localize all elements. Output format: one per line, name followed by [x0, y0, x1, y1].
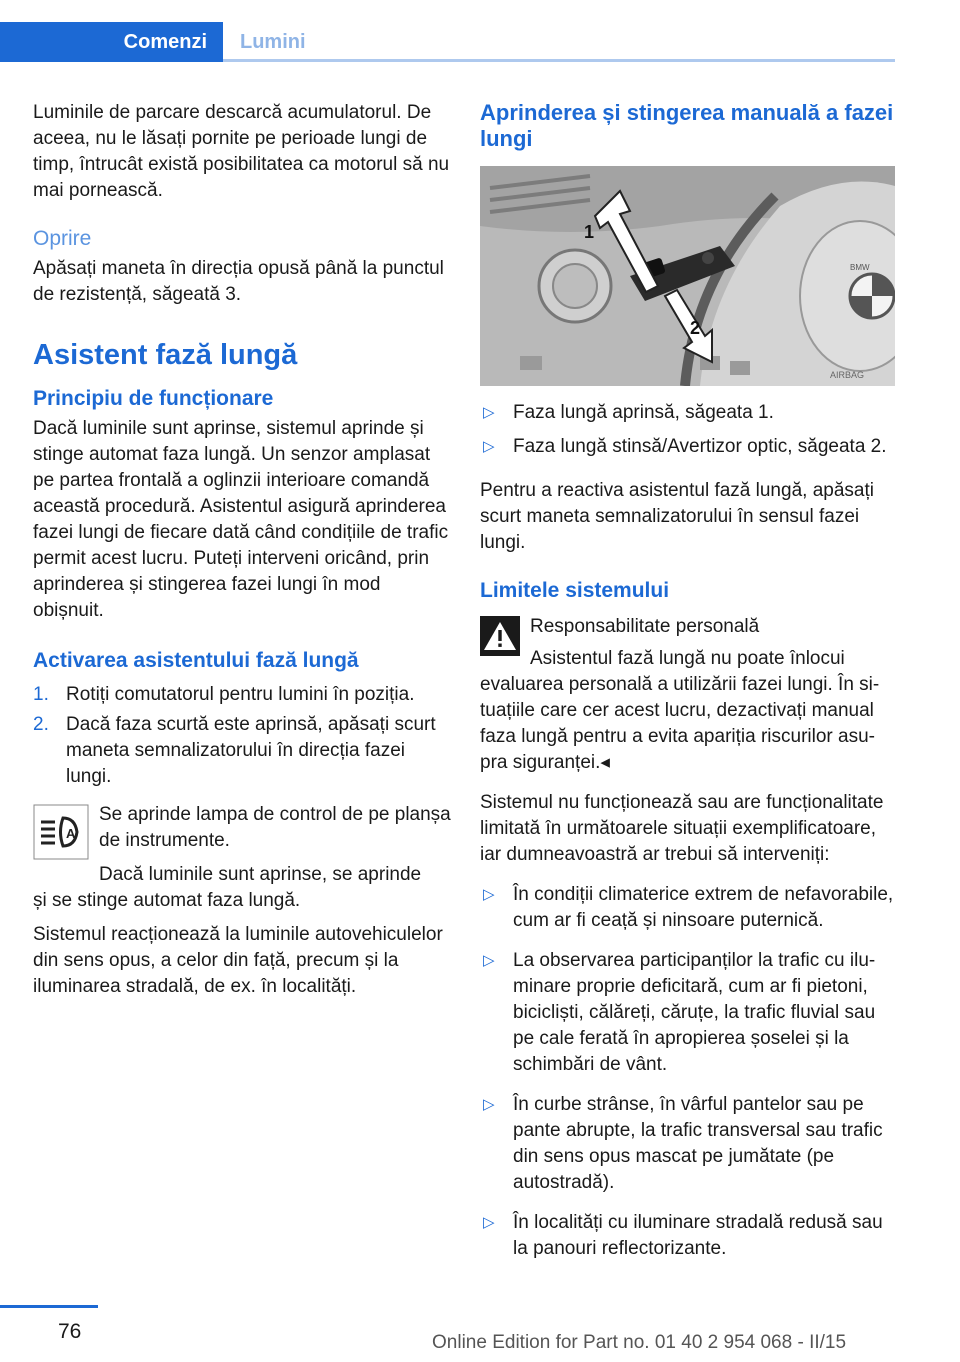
tab-lumini[interactable]: Lumini — [240, 31, 306, 53]
limit-item-text: În condiții climaterice extrem de nefavorabile, cum ar fi ceață și ninsoare puternică. — [513, 884, 894, 931]
reactivate-paragraph: Pentru a reactiva asistentul fază lungă, apăsați scurt maneta semnalizatorului în sensul fazei lungi. — [480, 480, 874, 553]
step-text: Dacă faza scurtă este aprinsă, apăsați scurt maneta semnalizatorului în direcția fazei lungi. — [66, 714, 436, 787]
step-number: 1. — [33, 684, 49, 705]
list-item — [480, 434, 895, 460]
lamp-note — [33, 802, 451, 888]
step-number: 2. — [33, 714, 49, 735]
manual-list — [480, 400, 895, 460]
manual-item-text: Faza lungă stinsă/Avertizor optic, săgeata 2. — [513, 436, 887, 457]
warning-text: evaluarea personală a utilizării fazei lungi. În situațiile care cer acest lucru, dezactivați manual faza lungă pentru a evita apariția riscurilor asupra siguranței.◂ — [480, 674, 880, 773]
bmw-label: BMW — [850, 263, 870, 272]
limit-item-text: În curbe strânse, în vârful pantelor sau pe pante abrupte, la trafic transversal sau trafic din sens opus mascat pe jumătate (pe autostradă). — [513, 1094, 883, 1193]
tab-comenzi[interactable] — [0, 22, 223, 62]
warning-note — [480, 614, 895, 672]
list-item — [33, 682, 451, 708]
steering-lever-photo — [480, 166, 895, 386]
limits-paragraph: Sistemul nu funcționează sau are funcționalitate limitată în următoarele situații exemplificatoare, iar dumneavoastră ar trebui să interveniți: — [480, 792, 884, 865]
page-title: Asistent fază lungă — [33, 339, 298, 371]
footer-rule — [0, 1305, 98, 1308]
triangle-right-icon: ▷ — [483, 404, 495, 421]
left-column — [33, 100, 451, 1000]
limit-item-text: La observarea participanților la trafic cu iluminare proprie deficitară, cum ar fi pietoni, bicicliști, călăreți, căruțe, la trafic fluvial sau pe cale ferată în apropierea șoselei și la schimbări de vânt. — [513, 950, 876, 1075]
list-item — [480, 948, 895, 1078]
svg-text:A: A — [66, 826, 76, 841]
manual-item-text: Faza lungă aprinsă, săgeata 1. — [513, 402, 774, 423]
limit-item-text: În localități cu iluminare stradală redusă sau la panouri reflectorizante. — [513, 1212, 883, 1259]
list-item — [33, 712, 451, 790]
lamp-line-2a: Dacă luminile sunt aprinse, se aprinde — [99, 864, 422, 885]
limits-list — [480, 882, 895, 1262]
triangle-right-icon: ▷ — [483, 886, 495, 903]
list-item — [480, 400, 895, 426]
warning-first-line: Asistentul fază lungă nu poate înlocui — [530, 648, 845, 669]
oprire-paragraph: Apăsați maneta în direcția opusă până la punctul de rezistență, săgeată 3. — [33, 258, 444, 305]
principiu-paragraph: Dacă luminile sunt aprinse, sistemul aprinde și stinge automat faza lungă. Un senzor amplasat pe partea frontală a oglinzii interioare comandă această procedură. Asistentul asigură aprinderea fazei lungi de fiecare dată când condițiile de trafic permit acest lucru. Puteți interveni oricând, prin aprinderea și stingerea fazei lungi în mod obișnuit. — [33, 418, 449, 621]
step-text: Rotiți comutatorul pentru lumini în poziția. — [66, 684, 415, 705]
triangle-right-icon: ▷ — [483, 1096, 495, 1113]
triangle-right-icon: ▷ — [483, 952, 495, 969]
list-item — [480, 1092, 895, 1196]
list-item — [480, 882, 895, 934]
edition-note: Online Edition for Part no. 01 40 2 954 068 - II/15 — [432, 1332, 847, 1353]
triangle-right-icon: ▷ — [483, 1214, 495, 1231]
right-column — [480, 100, 895, 1262]
high-beam-assistant-icon — [33, 804, 89, 860]
warning-title: Responsabilitate personală — [530, 616, 760, 637]
oprire-heading: Oprire — [33, 227, 92, 250]
arrow-1-label: 1 — [584, 222, 595, 242]
lamp-line-2b: și se stinge automat faza lungă. — [33, 890, 301, 911]
warning-icon — [480, 616, 520, 656]
manual-heading: Aprinderea și stingerea manuală a fazei lungi — [480, 100, 894, 151]
triangle-right-icon: ▷ — [483, 438, 495, 455]
lamp-line: Se aprinde lampa de control de pe planșa de instrumente. — [99, 804, 451, 851]
intro-paragraph: Luminile de parcare descarcă acumulatorul. De aceea, nu le lăsați pornite pe perioade lungi de timp, întrucât există posibilitatea ca motorul să nu mai pornească. — [33, 102, 450, 201]
page-number: 76 — [58, 1320, 82, 1343]
reaction-paragraph: Sistemul reacționează la luminile autovehiculelor din sens opus, a celor din față, precum și la iluminarea stradală, de ex. în localități. — [33, 924, 443, 997]
limits-heading: Limitele sistemului — [480, 579, 670, 602]
principiu-heading: Principiu de funcționare — [33, 387, 274, 410]
tab-comenzi-label: Comenzi — [123, 31, 207, 53]
activation-steps — [33, 682, 451, 790]
list-item — [480, 1210, 895, 1262]
activare-heading: Activarea asistentului fază lungă — [33, 649, 359, 672]
arrow-2-label: 2 — [690, 318, 701, 338]
airbag-label: AIRBAG — [830, 370, 865, 380]
header-rule — [223, 59, 895, 62]
